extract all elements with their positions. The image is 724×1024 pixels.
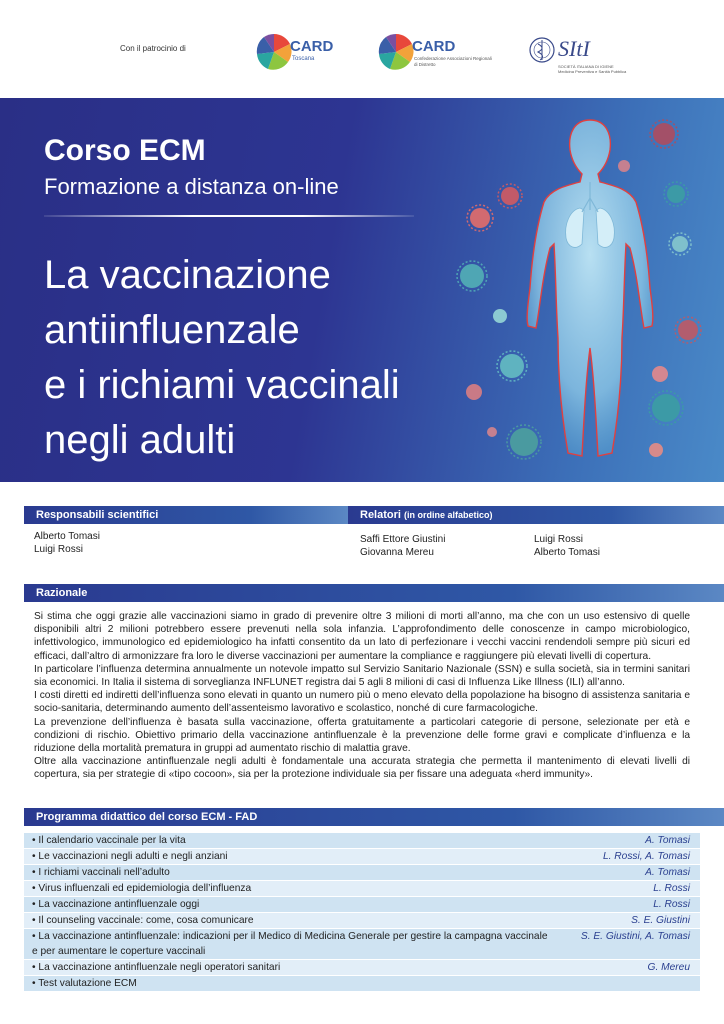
speakers-col1 bbox=[360, 533, 445, 559]
course-title bbox=[44, 248, 464, 468]
course-title-line: negli adulti bbox=[44, 418, 236, 462]
rationale-text bbox=[34, 610, 690, 782]
program-row bbox=[24, 913, 700, 929]
body-silhouette-icon bbox=[527, 120, 653, 456]
rationale-heading-bar bbox=[24, 584, 724, 602]
speaker-name: Giovanna Mereu bbox=[360, 547, 434, 558]
hero-divider bbox=[44, 215, 414, 217]
speaker-name: Alberto Tomasi bbox=[534, 547, 600, 558]
program-speaker: L. Rossi, A. Tomasi bbox=[602, 851, 690, 862]
scientific-name: Alberto Tomasi bbox=[34, 531, 100, 542]
course-title-line: antiinfluenzale bbox=[44, 308, 300, 352]
card-logo-word: CARD bbox=[412, 38, 456, 55]
course-label: Corso ECM bbox=[44, 134, 206, 167]
patronage-header bbox=[0, 0, 724, 98]
program-row bbox=[24, 833, 700, 849]
program-speaker: A. Tomasi bbox=[645, 835, 690, 846]
human-body-virus-illustration bbox=[450, 98, 724, 482]
program-speaker: S. E. Giustini, A. Tomasi bbox=[580, 931, 690, 942]
program-speaker: L. Rossi bbox=[653, 883, 690, 894]
speaker-name: Saffi Ettore Giustini bbox=[360, 534, 446, 545]
siti-logo-sub: SOCIETÀ ITALIANA DI IGIENE Medicina Preventiva e Sanità Pubblica bbox=[558, 64, 627, 75]
program-row bbox=[24, 960, 700, 976]
scientific-heading: Responsabili scientifici bbox=[36, 509, 159, 521]
rationale-paragraph: Oltre alla vaccinazione antinfluenzale negli adulti è fondamentale una accurata strategia che permetta il mantenimento di elevati livelli di copertura, sia per strategie di «tipo cocoon», sia per la protezione individuale sia per fissare una adeguata «herd immunity». bbox=[34, 756, 690, 781]
rationale-paragraph: Si stima che oggi grazie alle vaccinazioni siamo in grado di prevenire oltre 3 milioni di morti all’anno, ma che con un uso estensivo di quelle disponibili altri 2 milioni potrebbero essere prevenuti nella sola infanzia. L’approfondimento delle conoscenze in campo microbiologico, infettivologico, immunologico ed epidemiologico ha infatti consentito da un lato di perfezionare i vecchi vaccini rendendoli sempre più sicuri ed efficaci, dall’altro di armonizzare fra loro le diverse vaccinazioni per aumentare la compliance e raggiungere più elevati livelli di copertura. bbox=[34, 611, 690, 662]
program-heading-bar bbox=[24, 808, 724, 826]
program-row bbox=[24, 976, 700, 992]
rationale-heading: Razionale bbox=[36, 587, 88, 599]
program-topic: • Il counseling vaccinale: come, cosa comunicare bbox=[32, 915, 254, 926]
card-pinwheel-icon bbox=[256, 32, 292, 72]
program-speaker: A. Tomasi bbox=[645, 867, 690, 878]
rationale-paragraph: La prevenzione dell’influenza è basata sulla vaccinazione, offerta gratuitamente a particolari categorie di persone, selezionate per età e condizioni di rischio. Obiettivo primario della vaccinazione antinfluenzale è la prevenzione delle forme gravi e complicate d’influenza e la riduzione della mortalità prematura in gruppi ad aumentato rischio di malattia grave. bbox=[34, 716, 690, 755]
rationale-paragraph: In particolare l’influenza determina annualmente un notevole impatto sul Servizio Sanitario Nazionale (SSN) e sulla società, sia in termini sanitari sia economici. In Italia il sistema di sorveglianza INFLUNET registra dai 5 agli 8 milioni di casi di Influenza Like Illness (ILI) all’anno. bbox=[34, 663, 690, 689]
speakers-col2 bbox=[534, 533, 600, 559]
siti-seal-icon bbox=[528, 34, 556, 68]
program-topic: • I richiami vaccinali nell’adulto bbox=[32, 867, 170, 878]
speakers-heading-bar bbox=[348, 506, 724, 524]
program-topic: • Il calendario vaccinale per la vita bbox=[32, 835, 186, 846]
program-topic: • La vaccinazione antinfluenzale oggi bbox=[32, 899, 200, 910]
speaker-name: Luigi Rossi bbox=[534, 534, 583, 545]
patronage-label: Con il patrocinio di bbox=[120, 44, 186, 53]
program-topic: • Virus influenzali ed epidemiologia dell’influenza bbox=[32, 883, 252, 894]
program-row bbox=[24, 865, 700, 881]
card-logo-sub: Toscana bbox=[292, 56, 315, 62]
rationale-paragraph: I costi diretti ed indiretti dell’influenza sono elevati in quanto un numero più o meno elevato della popolazione ha bisogno di assistenza sanitaria e socio-sanitaria, determinando aumento dell’assenteismo lavorativo e scolastico, nonché di cure farmacologiche. bbox=[34, 690, 690, 715]
course-title-line: La vaccinazione bbox=[44, 253, 331, 297]
scientific-list bbox=[34, 530, 100, 556]
course-subtitle: Formazione a distanza on-line bbox=[44, 174, 339, 199]
program-heading: Programma didattico del corso ECM - FAD bbox=[36, 811, 258, 823]
program-topic: • La vaccinazione antinfluenzale negli operatori sanitari bbox=[32, 962, 281, 973]
program-table bbox=[24, 833, 700, 992]
speakers-heading: Relatori bbox=[360, 509, 401, 521]
card-logo-sub: Confederazione Associazioni Regionali di Distretto bbox=[414, 56, 492, 67]
card-confederazione-logo bbox=[378, 28, 492, 86]
program-speaker: G. Mereu bbox=[647, 962, 690, 973]
program-topic: • La vaccinazione antinfluenzale: indicazioni per il Medico di Medicina Generale per gestire la campagna vaccinale e per aumentare le coperture vaccinali bbox=[32, 931, 548, 957]
program-row bbox=[24, 897, 700, 913]
course-title-line: e i richiami vaccinali bbox=[44, 363, 400, 407]
program-row bbox=[24, 929, 700, 960]
program-row bbox=[24, 849, 700, 865]
card-logo-word: CARD bbox=[290, 38, 334, 55]
siti-logo bbox=[528, 28, 627, 86]
card-toscana-logo bbox=[256, 28, 366, 86]
program-speaker: L. Rossi bbox=[653, 899, 690, 910]
siti-logo-word: SItI bbox=[558, 36, 590, 61]
program-row bbox=[24, 881, 700, 897]
hero-banner bbox=[0, 98, 724, 482]
scientific-name: Luigi Rossi bbox=[34, 544, 83, 555]
program-topic: • Le vaccinazioni negli adulti e negli anziani bbox=[32, 851, 228, 862]
program-topic: • Test valutazione ECM bbox=[32, 978, 137, 989]
card-pinwheel-icon bbox=[378, 32, 414, 72]
speakers-heading-note: (in ordine alfabetico) bbox=[404, 510, 493, 520]
program-speaker: S. E. Giustini bbox=[631, 915, 690, 926]
scientific-heading-bar bbox=[24, 506, 348, 524]
